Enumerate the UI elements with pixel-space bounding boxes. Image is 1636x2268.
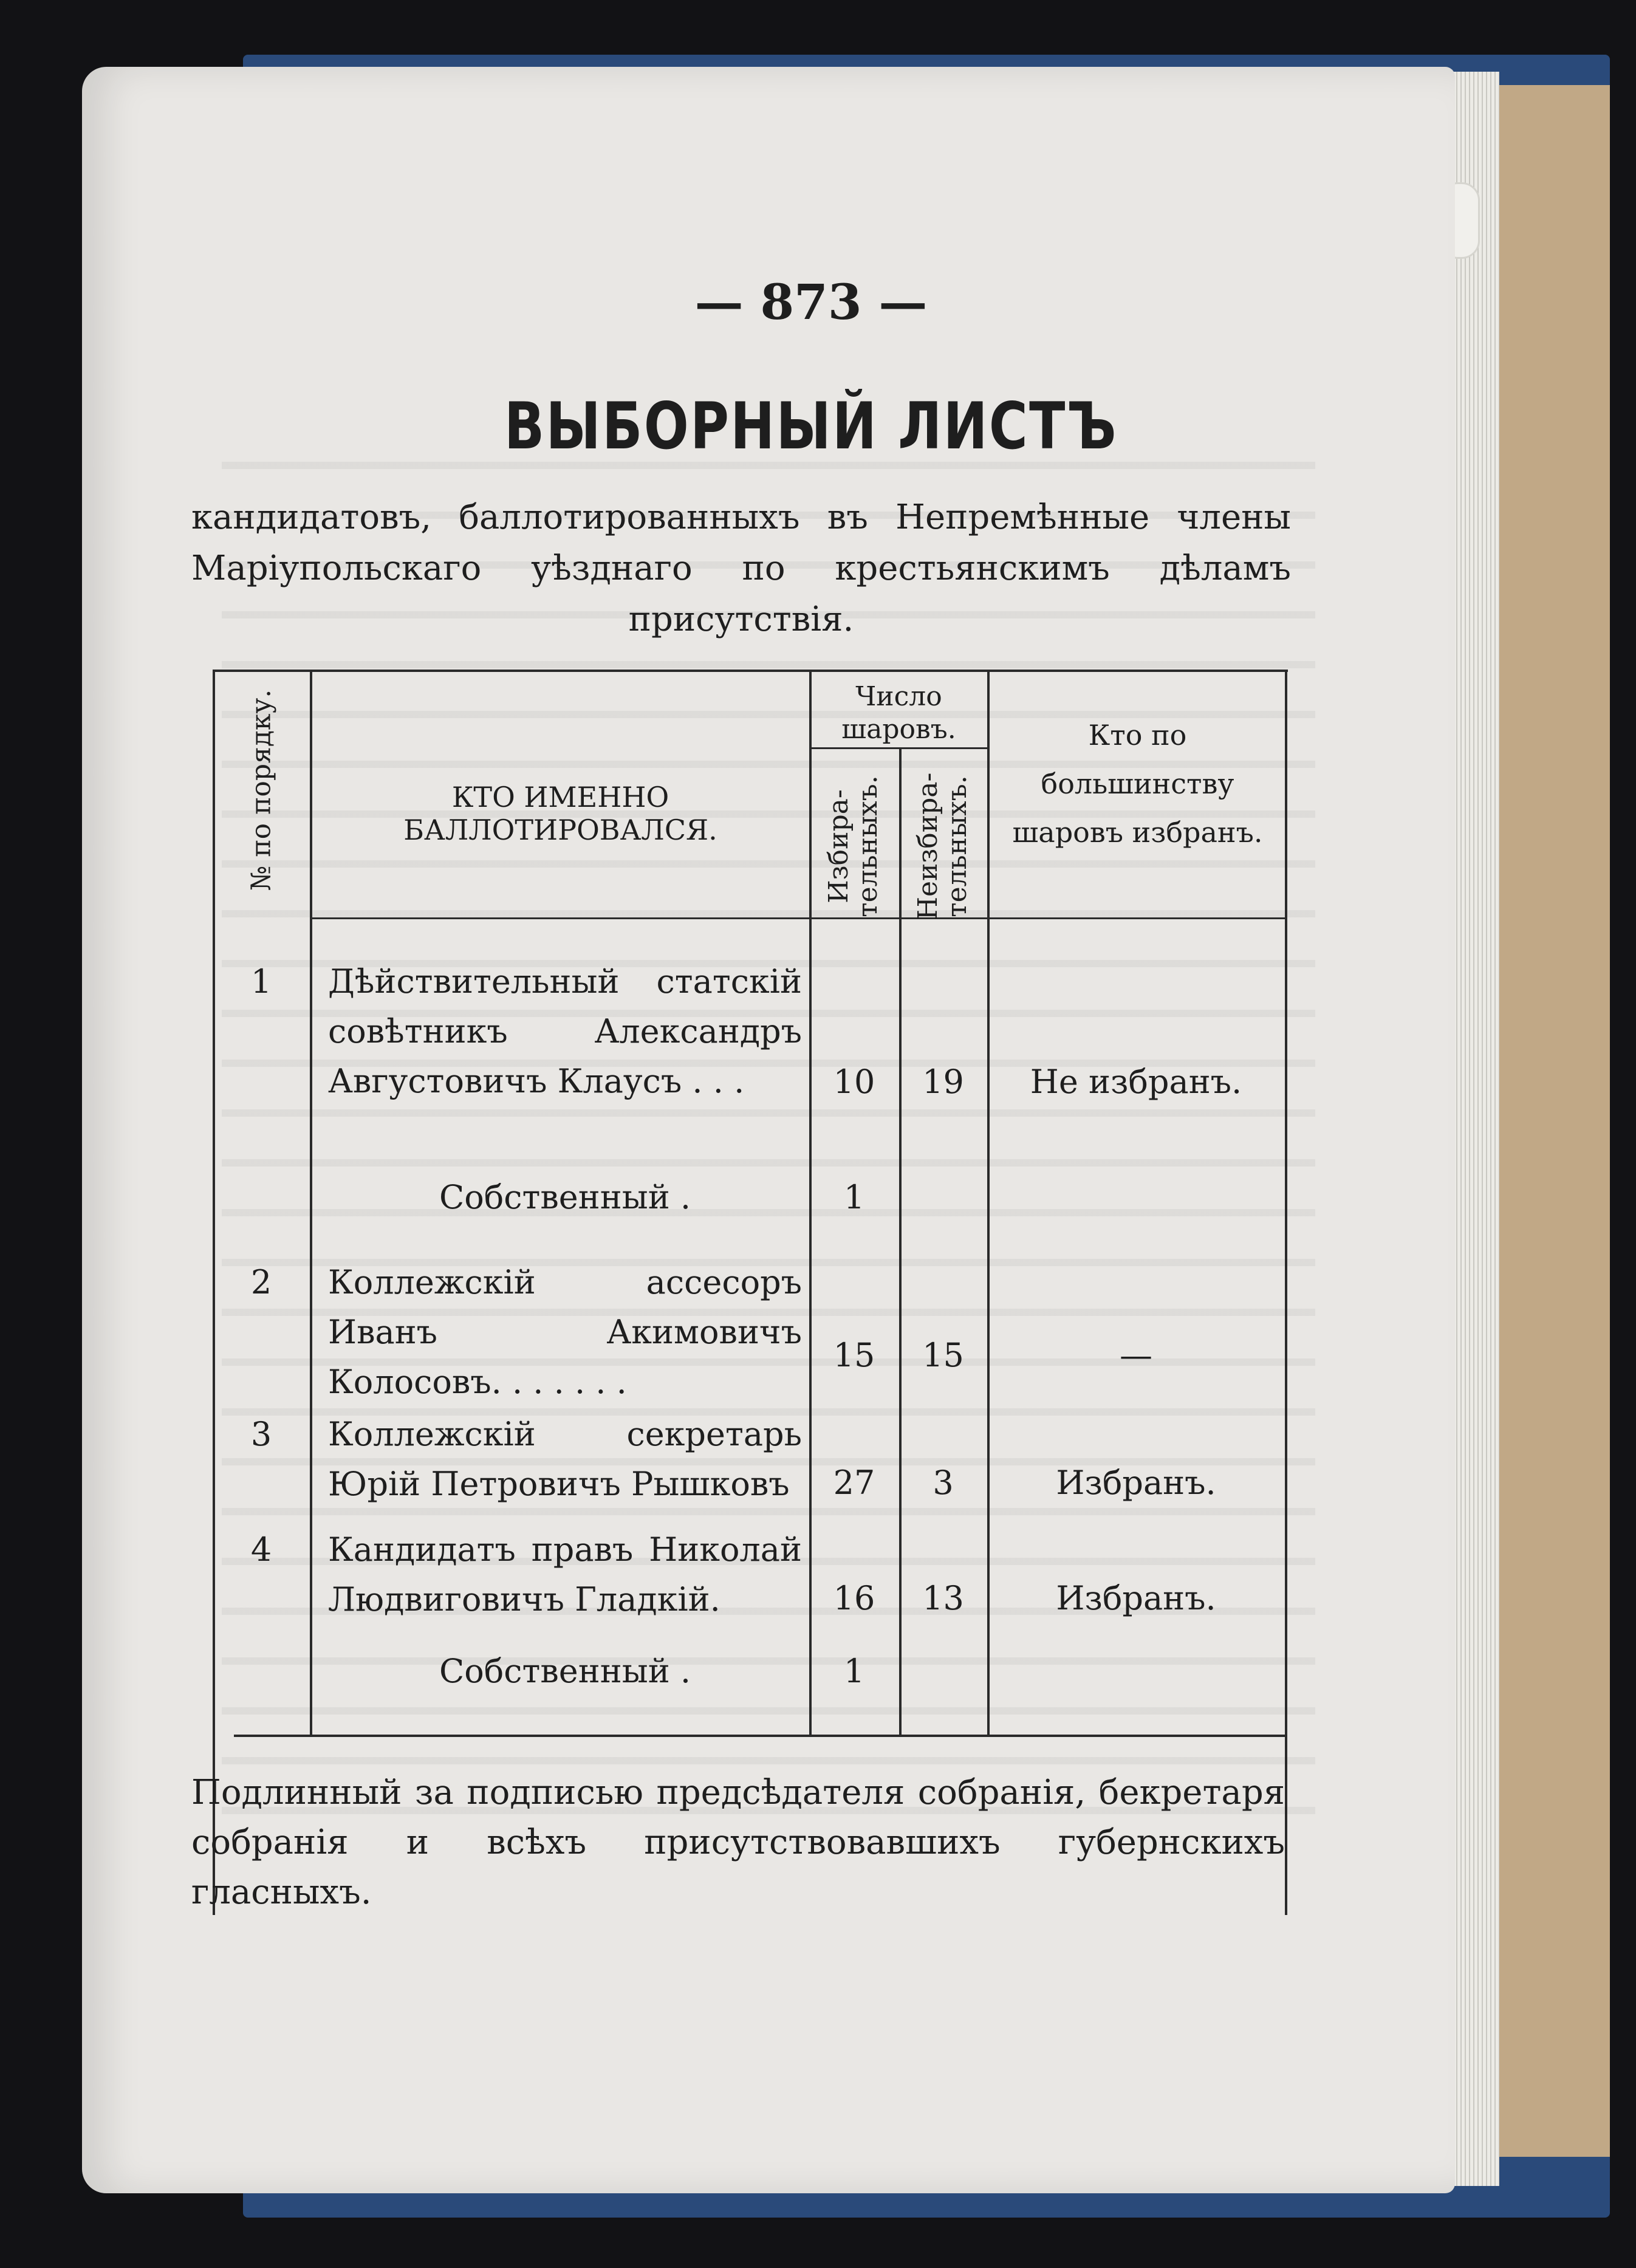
row-2-for: 15 — [833, 1336, 875, 1374]
row-own-2-name: Собственный . — [439, 1652, 691, 1690]
header-who: КТО ИМЕННО БАЛЛОТИРОВАЛСЯ. — [403, 781, 717, 846]
row-4-against: 13 — [922, 1579, 964, 1617]
row-3-name: Коллежскій секретарь Юрій Петровичъ Рышковъ — [328, 1415, 802, 1503]
row-2-result: — — [1120, 1336, 1152, 1374]
book-page — [82, 67, 1455, 2193]
header-against: Неизбира- тельныхъ. — [912, 772, 973, 920]
row-1-number: 1 — [250, 962, 272, 1001]
subtitle: кандидатовъ, баллотированныхъ въ Непремѣнные члены Маріупольскаго уѣзднаго по крестьянскимъ дѣламъ присутствія. — [191, 498, 1291, 639]
row-own-2-for: 1 — [843, 1652, 865, 1690]
row-2-number: 2 — [250, 1263, 272, 1301]
row-2-against: 15 — [922, 1336, 964, 1374]
row-2-name: Коллежскій ассесоръ Иванъ Акимовичъ Колосовъ. . . . . . . — [328, 1263, 802, 1401]
row-own-1-for: 1 — [843, 1178, 865, 1216]
row-4-name: Кандидатъ правъ Николай Людвиговичъ Гладкій. — [328, 1530, 802, 1619]
col-divider-1 — [310, 670, 312, 1735]
footer-note: Подлинный за подписью предсѣдателя собранія, бекретаря собранія и всѣхъ присутствовавшихъ губернскихъ гласныхъ. — [191, 1773, 1285, 1912]
row-3-for: 27 — [833, 1464, 875, 1502]
header-order: № по порядку. — [245, 689, 277, 891]
row-4-result: Избранъ. — [1056, 1579, 1216, 1617]
row-1-name: Дѣйствительный статскій совѣтникъ Александръ Августовичъ Клаусъ . . . — [328, 962, 802, 1100]
table-bottom-line — [234, 1735, 1285, 1737]
header-for: Избира- тельныхъ. — [823, 775, 883, 917]
cover-inner-board — [1482, 85, 1610, 2157]
balls-subheader-line — [809, 747, 987, 749]
row-1-result: Не избранъ. — [1030, 1063, 1242, 1101]
row-3-against: 3 — [933, 1464, 954, 1502]
row-own-1-name: Собственный . — [439, 1178, 691, 1216]
row-1-for: 10 — [833, 1063, 875, 1101]
page-number: — 873 — — [694, 273, 928, 331]
table-top-border — [213, 670, 1288, 672]
header-balls: Число шаровъ. — [841, 681, 956, 745]
row-4-number: 4 — [250, 1530, 272, 1569]
row-4-for: 16 — [833, 1579, 875, 1617]
row-3-result: Избранъ. — [1056, 1464, 1216, 1502]
page-title: ВЫБОРНЫЙ ЛИСТЪ — [504, 389, 1118, 464]
row-1-against: 19 — [922, 1063, 964, 1101]
header-bottom-line — [310, 917, 1285, 919]
row-3-number: 3 — [250, 1415, 272, 1453]
table-right-border — [1285, 670, 1287, 1915]
header-result: Кто по большинству шаровъ избранъ. — [1012, 719, 1263, 849]
